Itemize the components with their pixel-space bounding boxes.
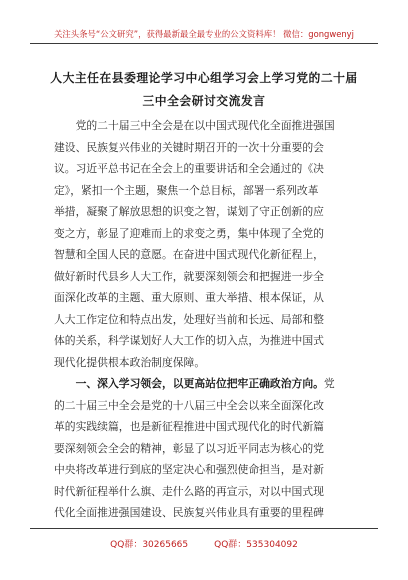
- body-line: 变之方，彰显了迎难而上的求变之勇，集中体现了全党的: [54, 226, 324, 240]
- body-line: 人大工作定位和特点出发，处理好当前和长远、局部和整: [54, 312, 324, 326]
- body-line: 建设、民族复兴伟业的关键时期召开的一次十分重要的会: [54, 140, 324, 154]
- body-line: 现代化提供根本政治制度保障。: [54, 355, 206, 369]
- body-line: 要深刻领会全会的精神，彰显了以习近平同志为核心的党: [54, 441, 324, 455]
- body-line: 定》，紧扣一个主题，聚焦一个总目标，部署一系列改革: [54, 183, 319, 197]
- body-line: 中央将改革进行到底的坚定决心和强烈使命担当，是对新: [54, 463, 324, 476]
- section-1-heading-tail: 党: [323, 377, 335, 390]
- section-1-heading: 一、深入学习领会，以更高站位把牢正确政治方向。: [75, 377, 324, 390]
- document-title-line-2: 三中全会研讨交流发言: [142, 94, 266, 108]
- section-heading-line: [54, 373, 354, 395]
- body-line: 革的实践续篇，也是新征程推进中国式现代化的时代新篇: [54, 420, 324, 433]
- body-line: 体的关系，科学谋划好人大工作的切入点，为推进中国式: [54, 334, 324, 347]
- body-line: 党的二十届三中全会是在以中国式现代化全面推进强国: [75, 119, 335, 132]
- body-line: 的二十届三中全会是党的十八届三中全会以来全面深化改: [54, 398, 324, 412]
- footer: [30, 528, 378, 550]
- document-title-line-1: 人大主任在县委理论学习中心组学习会上学习党的二十届: [50, 71, 358, 85]
- body-line: 代化全面推进强国建设、民族复兴伟业具有重要的里程碑: [54, 506, 324, 519]
- body-line: 时代新征程举什么旗、走什么路的再宣示，对以中国式现: [54, 484, 324, 498]
- body-line: 举措，凝聚了解放思想的识变之智，谋划了守正创新的应: [54, 205, 324, 218]
- body-line: 做好新时代县乡人大工作，就要深刻领会和把握进一步全: [54, 269, 324, 283]
- header-banner: [30, 14, 378, 44]
- footer-qq-group-1: QQ群：30265665: [110, 540, 189, 550]
- document-body: [54, 115, 354, 524]
- body-line: 面深化改革的主题、重大原则、重大举措、根本保证，从: [54, 291, 324, 304]
- footer-qq-group-2: QQ群：535304092: [214, 540, 298, 550]
- body-line: 智慧和全国人民的意愿。在奋进中国式现代化新征程上，: [54, 248, 324, 261]
- body-line: 议。习近平总书记在全会上的重要讲话和全会通过的《决: [54, 162, 324, 175]
- header-banner-text: 关注头条号“公文研究”，获得最新最全最专业的公文资料库！ 微信：gongwenyj: [54, 29, 354, 39]
